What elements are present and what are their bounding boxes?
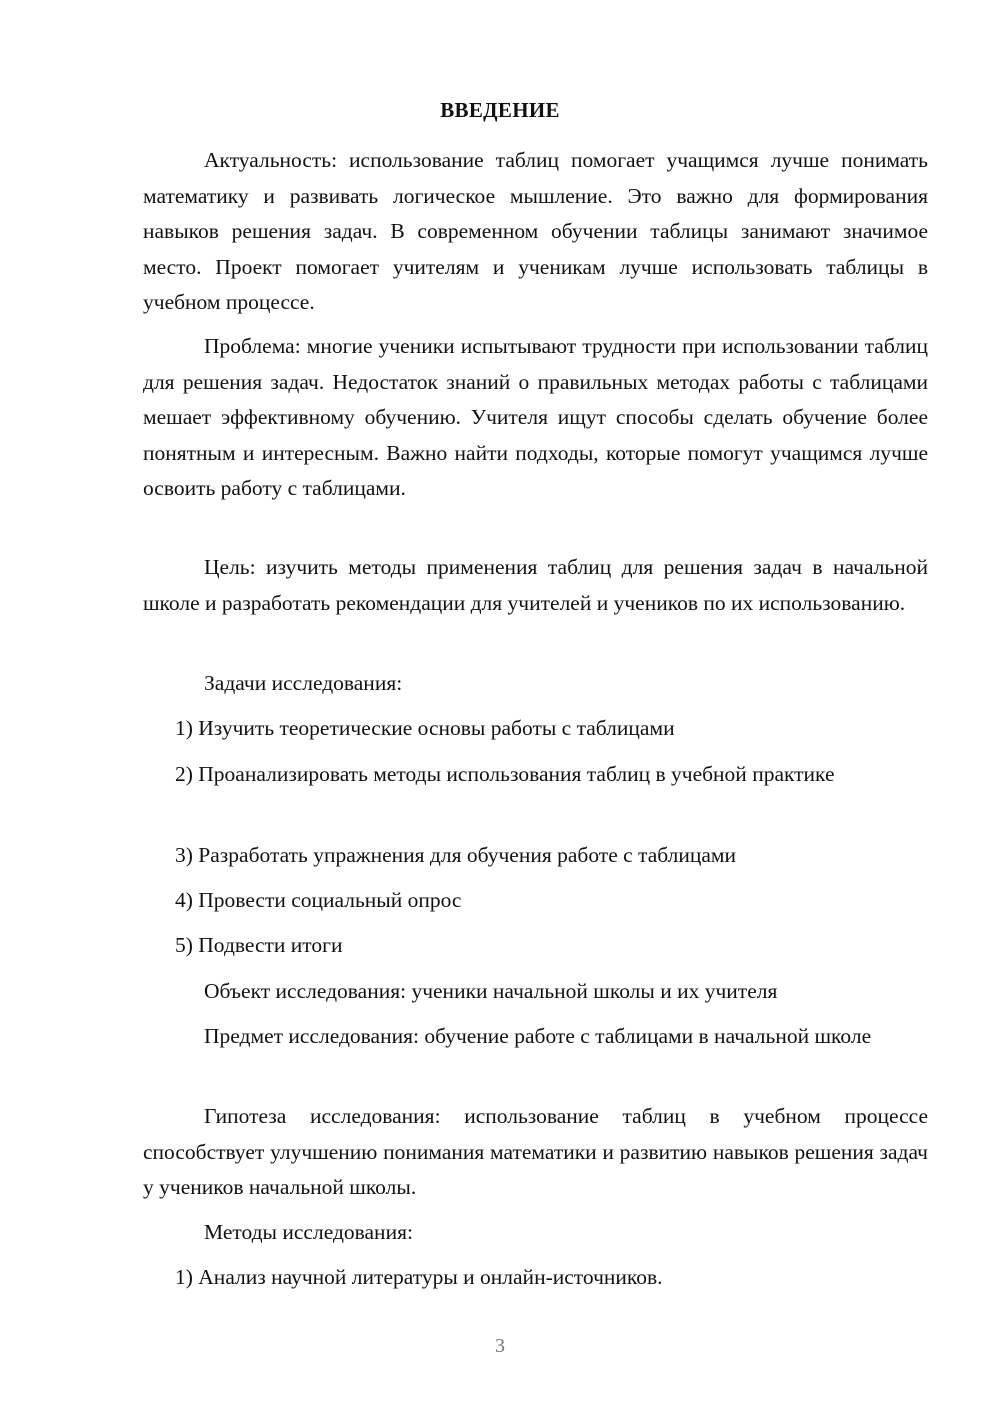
tasks-heading: Задачи исследования: [204, 671, 403, 695]
subject-paragraph: Предмет исследования: обучение работе с таблицами в начальной школе [204, 1024, 872, 1048]
problem-paragraph: Проблема: многие ученики испытывают трудности при использовании таблиц для решения задач. Недостаток знаний о правильных методах работы с таблицами мешает эффективному обучению. Учителя ищут способы сделать обучение более понятным и интересным. Важно найти подходы, которые помогут учащимся лучше освоить работу с таблицами. [143, 334, 928, 500]
methods-heading: Методы исследования: [204, 1220, 413, 1244]
hypothesis-paragraph: Гипотеза исследования: использование таблиц в учебном процессе способствует улучшению понимания математики и развитию навыков решения задач у учеников начальной школы. [143, 1104, 928, 1199]
task-item-1: 1) Изучить теоретические основы работы с таблицами [175, 716, 675, 740]
page-title: ВВЕДЕНИЕ [440, 98, 560, 122]
task-item-3: 3) Разработать упражнения для обучения работе с таблицами [175, 843, 737, 867]
page-number: 3 [495, 1335, 505, 1357]
goal-paragraph: Цель: изучить методы применения таблиц для решения задач в начальной школе и разработать рекомендации для учителей и учеников по их использованию. [143, 555, 928, 615]
task-item-4: 4) Провести социальный опрос [175, 888, 462, 912]
task-item-2: 2) Проанализировать методы использования таблиц в учебной практике [175, 762, 835, 786]
task-item-5: 5) Подвести итоги [175, 933, 343, 957]
object-paragraph: Объект исследования: ученики начальной школы и их учителя [204, 979, 778, 1003]
relevance-paragraph: Актуальность: использование таблиц помогает учащимся лучше понимать математику и развивать логическое мышление. Это важно для формирования навыков решения задач. В современном обучении таблицы занимают значимое место. Проект помогает учителям и ученикам лучше использовать таблицы в учебном процессе. [143, 148, 928, 314]
method-item-1: 1) Анализ научной литературы и онлайн-источников. [175, 1265, 663, 1289]
